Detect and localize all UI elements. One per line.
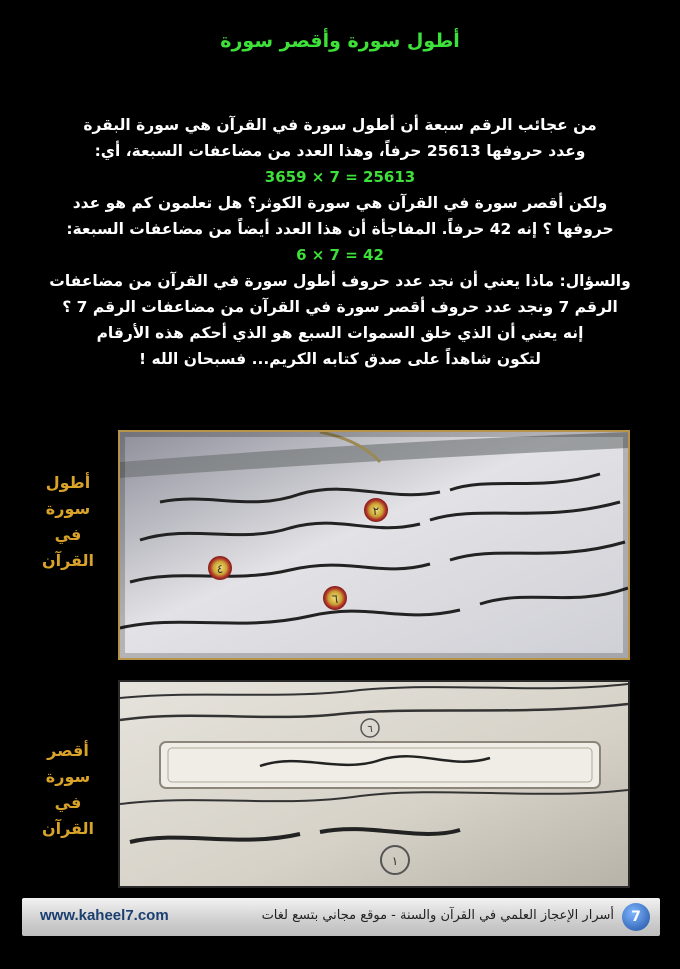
caption-line: في	[54, 525, 82, 544]
verse-number: ٤	[216, 562, 224, 576]
verse-number: ٦	[331, 592, 339, 606]
body-line: وعدد حروفها 25613 حرفاً، وهذا العدد من مضاعفات السبعة، أي:	[94, 142, 586, 160]
footer-bar	[22, 898, 660, 936]
body-line: إنه يعني أن الذي خلق السموات السبع هو الذي أحكم هذه الأرقام	[96, 324, 584, 342]
caption-line: القرآن	[41, 819, 95, 838]
body-line: لتكون شاهداً على صدق كتابه الكريم... فسبحان الله !	[139, 350, 541, 368]
kaheel7-logo-icon: 7	[622, 903, 650, 931]
verse-number: ٢	[372, 504, 380, 518]
body-line: والسؤال: ماذا يعني أن نجد عدد حروف أطول سورة في القرآن من مضاعفات	[49, 272, 631, 290]
page-title: أطول سورة وأقصر سورة	[220, 30, 460, 52]
site-url-link[interactable]: www.kaheel7.com	[40, 907, 169, 924]
caption-line: سورة	[45, 767, 91, 786]
caption-line: أطول	[45, 473, 91, 492]
caption-line: أقصر	[47, 741, 89, 760]
caption-line: القرآن	[41, 551, 95, 570]
shortest-surah-caption	[20, 738, 116, 842]
verse-number: ٦	[367, 724, 373, 735]
quran-baqarah-photo	[118, 430, 630, 660]
body-line: حروفها ؟ إنه 42 حرفاً. المفاجأة أن هذا العدد أيضاً من مضاعفات السبعة:	[66, 220, 614, 238]
body-line: من عجائب الرقم سبعة أن أطول سورة في القرآن هي سورة البقرة	[83, 116, 597, 134]
longest-surah-caption	[20, 470, 116, 574]
caption-line: سورة	[45, 499, 91, 518]
body-line: الرقم 7 ونجد عدد حروف أقصر سورة في القرآن من مضاعفات الرقم 7 ؟	[62, 298, 618, 316]
equation-longest: 3659 × 7 = 25613	[264, 168, 416, 186]
equation-shortest: 6 × 7 = 42	[296, 246, 384, 264]
quran-page-illustration	[120, 682, 628, 886]
article-body	[40, 112, 640, 372]
quran-kawthar-photo	[118, 680, 630, 888]
verse-number: ١	[391, 854, 399, 868]
site-tagline: أسرار الإعجاز العلمي في القرآن والسنة - موقع مجاني بتسع لغات	[261, 908, 614, 923]
quran-page-illustration	[120, 432, 628, 658]
caption-line: في	[54, 793, 82, 812]
body-line: ولكن أقصر سورة في القرآن هي سورة الكوثر؟ هل تعلمون كم هو عدد	[72, 194, 608, 212]
